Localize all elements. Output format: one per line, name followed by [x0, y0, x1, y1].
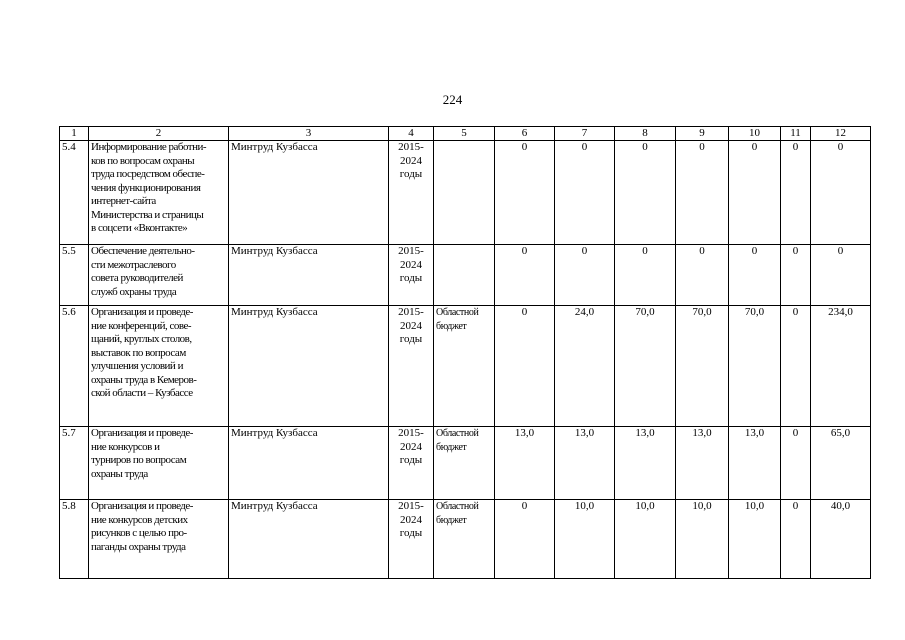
page-number: 224 [442, 92, 463, 107]
value-cell-8: 0 [615, 141, 676, 245]
implementation-period [389, 141, 434, 245]
row-number: 5.4 [60, 141, 89, 245]
value-cell-9: 70,0 [676, 306, 729, 427]
funding-source-line: Областной [436, 428, 479, 439]
row-number: 5.8 [60, 500, 89, 579]
value-cell-11: 0 [781, 141, 811, 245]
column-header-12: 12 [811, 127, 871, 141]
funding-source [434, 245, 495, 306]
implementation-period-line: годы [399, 527, 423, 539]
column-header-5: 5 [434, 127, 495, 141]
column-header-10: 10 [729, 127, 781, 141]
column-header-1: 1 [60, 127, 89, 141]
measure-description-line: охраны труда в Кемеров- [91, 373, 197, 386]
measure-description [89, 245, 229, 306]
table-row [60, 427, 871, 500]
measure-description-line: Организация и проведе- [91, 500, 193, 512]
implementation-period [389, 500, 434, 579]
measure-description [89, 500, 229, 579]
value-cell-8: 13,0 [615, 427, 676, 500]
value-cell-10: 10,0 [729, 500, 781, 579]
funding-source-line: Областной [436, 307, 479, 318]
implementation-period-line: годы [399, 333, 423, 345]
implementation-period-line: 2024 [400, 440, 422, 453]
measure-description-line: интернет-сайта [91, 195, 156, 207]
measure-description-line: чения функционирования [91, 181, 201, 194]
implementation-period [389, 245, 434, 306]
value-cell-6: 13,0 [495, 427, 555, 500]
measure-description-line: Министерства и страницы [91, 208, 204, 221]
table-body [60, 141, 871, 579]
value-cell-9: 10,0 [676, 500, 729, 579]
value-cell-10: 70,0 [729, 306, 781, 427]
measure-description-line: паганды охраны труда [91, 540, 186, 553]
value-cell-12: 234,0 [811, 306, 871, 427]
measure-description-line: ков по вопросам охраны [91, 154, 195, 167]
column-header-6: 6 [495, 127, 555, 141]
value-cell-8: 0 [615, 245, 676, 306]
measure-description-line: улучшения условий и [91, 360, 183, 372]
responsible-organization: Минтруд Кузбасса [229, 141, 389, 245]
implementation-period-line: годы [399, 454, 423, 466]
value-cell-11: 0 [781, 500, 811, 579]
measure-description-line: сти межотраслевого [91, 258, 176, 271]
responsible-organization: Минтруд Кузбасса [229, 500, 389, 579]
column-header-8: 8 [615, 127, 676, 141]
value-cell-10: 0 [729, 245, 781, 306]
row-number: 5.5 [60, 245, 89, 306]
measure-description-line: ние конференций, сове- [91, 319, 192, 332]
value-cell-9: 0 [676, 141, 729, 245]
value-cell-6: 0 [495, 245, 555, 306]
value-cell-11: 0 [781, 245, 811, 306]
funding-source-line: бюджет [436, 441, 467, 453]
value-cell-11: 0 [781, 306, 811, 427]
measure-description-line: Организация и проведе- [91, 306, 193, 318]
value-cell-10: 13,0 [729, 427, 781, 500]
value-cell-6: 0 [495, 141, 555, 245]
value-cell-7: 10,0 [555, 500, 615, 579]
funding-source-line: бюджет [436, 514, 467, 526]
measure-description-line: выставок по вопросам [91, 346, 186, 359]
value-cell-7: 13,0 [555, 427, 615, 500]
value-cell-12: 0 [811, 245, 871, 306]
value-cell-12: 65,0 [811, 427, 871, 500]
value-cell-9: 13,0 [676, 427, 729, 500]
implementation-period-line: 2015- [398, 500, 424, 512]
implementation-period-line: 2015- [398, 245, 424, 257]
measure-description-line: турниров по вопросам [91, 454, 187, 466]
implementation-period-line: годы [399, 168, 423, 180]
responsible-organization: Минтруд Кузбасса [229, 427, 389, 500]
value-cell-10: 0 [729, 141, 781, 245]
implementation-period-line: 2015- [398, 427, 424, 439]
measure-description-line: совета руководителей [91, 272, 183, 284]
measure-description-line: служб охраны труда [91, 285, 177, 298]
value-cell-11: 0 [781, 427, 811, 500]
measure-description-line: Обеспечение деятельно- [91, 245, 195, 257]
value-cell-7: 0 [555, 141, 615, 245]
funding-source [434, 306, 495, 427]
responsible-organization: Минтруд Кузбасса [229, 306, 389, 427]
column-header-4: 4 [389, 127, 434, 141]
funding-source [434, 141, 495, 245]
value-cell-6: 0 [495, 500, 555, 579]
measure-description [89, 427, 229, 500]
funding-source [434, 500, 495, 579]
column-header-7: 7 [555, 127, 615, 141]
value-cell-12: 40,0 [811, 500, 871, 579]
measure-description-line: труда посредством обеспе- [91, 168, 205, 180]
column-header-11: 11 [781, 127, 811, 141]
funding-source-line: бюджет [436, 320, 467, 332]
value-cell-7: 24,0 [555, 306, 615, 427]
table-row [60, 245, 871, 306]
row-number: 5.6 [60, 306, 89, 427]
measure-description-line: Организация и проведе- [91, 427, 193, 439]
column-header-3: 3 [229, 127, 389, 141]
measure-description-line: ской области – Кузбассе [91, 387, 193, 399]
value-cell-6: 0 [495, 306, 555, 427]
value-cell-8: 10,0 [615, 500, 676, 579]
value-cell-12: 0 [811, 141, 871, 245]
implementation-period-line: 2015- [398, 306, 424, 318]
column-header-9: 9 [676, 127, 729, 141]
implementation-period-line: годы [399, 272, 423, 284]
implementation-period [389, 306, 434, 427]
value-cell-8: 70,0 [615, 306, 676, 427]
value-cell-9: 0 [676, 245, 729, 306]
measure-description-line: охраны труда [91, 467, 148, 480]
funding-source-line: Областной [436, 501, 479, 512]
measure-description [89, 141, 229, 245]
funding-source [434, 427, 495, 500]
implementation-period-line: 2024 [400, 258, 422, 271]
row-number: 5.7 [60, 427, 89, 500]
measure-description-line: Информирование работни- [91, 141, 207, 153]
header-row [60, 127, 871, 141]
implementation-period-line: 2015- [398, 141, 424, 153]
table-row [60, 500, 871, 579]
measure-description [89, 306, 229, 427]
table-row [60, 141, 871, 245]
implementation-period-line: 2024 [400, 154, 422, 167]
measure-description-line: щаний, круглых столов, [91, 333, 192, 345]
implementation-period-line: 2024 [400, 319, 422, 332]
table-row [60, 306, 871, 427]
measure-description-line: ние конкурсов детских [91, 513, 188, 526]
responsible-organization: Минтруд Кузбасса [229, 245, 389, 306]
measure-description-line: ние конкурсов и [91, 440, 160, 453]
measure-description-line: рисунков с целью про- [91, 527, 187, 539]
implementation-period [389, 427, 434, 500]
program-measures-table [59, 126, 871, 579]
measure-description-line: в соцсети «Вконтакте» [91, 222, 188, 234]
implementation-period-line: 2024 [400, 513, 422, 526]
value-cell-7: 0 [555, 245, 615, 306]
column-header-2: 2 [89, 127, 229, 141]
